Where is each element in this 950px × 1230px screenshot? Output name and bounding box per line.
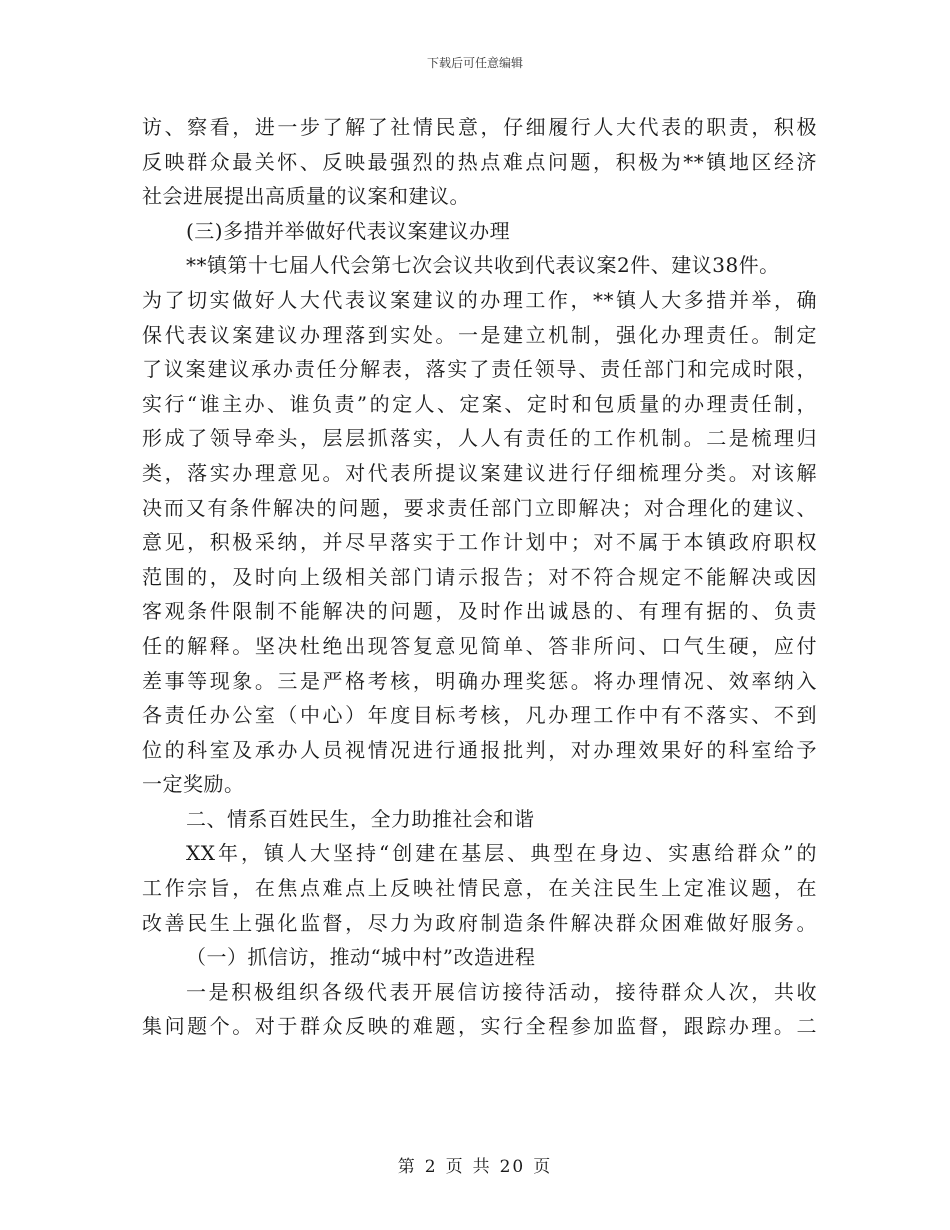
text-line: 位的科室及承办人员视情况进行通报批判，对办理效果好的科室给予 <box>142 737 817 762</box>
text-line: 集问题个。对于群众反映的难题，实行全程参加监督，跟踪办理。二 <box>142 1014 817 1039</box>
text-line: 实行“谁主办、谁负责”的定人、定案、定时和包质量的办理责任制， <box>142 391 817 416</box>
text-line: （一）抓信访，推动“城中村”改造进程 <box>186 945 536 970</box>
footer-page-number: 2 <box>424 1157 438 1177</box>
text-line: 形成了领导牵头，层层抓落实，人人有责任的工作机制。二是梳理归 <box>142 426 817 451</box>
text-line: 社会进展提出高质量的议案和建议。 <box>142 184 470 209</box>
text-line: 反映群众最关怀、反映最强烈的热点难点问题，积极为**镇地区经济 <box>142 149 817 174</box>
text-line: 客观条件限制不能解决的问题，及时作出诚恳的、有理有据的、负责 <box>142 599 817 624</box>
page-header: 下载后可任意编辑 <box>426 56 523 70</box>
page-footer <box>0 1152 950 1177</box>
text-line: 任的解释。坚决杜绝出现答复意见简单、答非所问、口气生硬，应付 <box>142 633 817 658</box>
footer-label-ye2: 页 <box>533 1157 553 1177</box>
text-line: 决而又有条件解决的问题，要求责任部门立即解决；对合理化的建议、 <box>142 495 817 520</box>
text-line: 访、察看，进一步了解了社情民意，仔细履行人大代表的职责，积极 <box>142 115 817 139</box>
footer-label-di: 第 <box>397 1157 417 1177</box>
text-line: 类，落实办理意见。对代表所提议案建议进行仔细梳理分类。对该解 <box>142 460 817 485</box>
text-line: XX年，镇人大坚持“创建在基层、典型在身边、实惠给群众”的 <box>186 841 817 866</box>
text-line: 一定奖励。 <box>142 772 245 797</box>
text-line: 各责任办公室（中心）年度目标考核，凡办理工作中有不落实、不到 <box>142 703 817 728</box>
text-line: 工作宗旨，在焦点难点上反映社情民意，在关注民生上定准议题，在 <box>142 876 817 901</box>
text-line: 差事等现象。三是严格考核，明确办理奖惩。将办理情况、效率纳入 <box>142 668 817 693</box>
document-body <box>142 110 817 1044</box>
text-line: 改善民生上强化监督，尽力为政府制造条件解决群众困难做好服务。 <box>142 910 817 935</box>
text-line: 了议案建议承办责任分解表，落实了责任领导、责任部门和完成时限， <box>142 357 817 382</box>
footer-total-pages: 20 <box>499 1157 526 1177</box>
footer-label-gong: 共 <box>472 1157 492 1177</box>
text-line: 保代表议案建议办理落到实处。一是建立机制，强化办理责任。制定 <box>142 322 817 347</box>
text-line: (三)多措并举做好代表议案建议办理 <box>186 218 511 243</box>
footer-label-ye: 页 <box>445 1157 465 1177</box>
text-line: 二、情系百姓民生，全力助推社会和谐 <box>186 806 535 831</box>
text-line: 为了切实做好人大代表议案建议的办理工作，**镇人大多措并举，确 <box>142 287 817 312</box>
text-line: 范围的，及时向上级相关部门请示报告；对不符合规定不能解决或因 <box>142 564 817 589</box>
text-line: 一是积极组织各级代表开展信访接待活动，接待群众人次，共收 <box>186 979 817 1004</box>
text-line: 意见，积极采纳，并尽早落实于工作计划中；对不属于本镇政府职权 <box>142 530 817 555</box>
text-line: **镇第十七届人代会第七次会议共收到代表议案2件、建议38件。 <box>186 253 780 278</box>
